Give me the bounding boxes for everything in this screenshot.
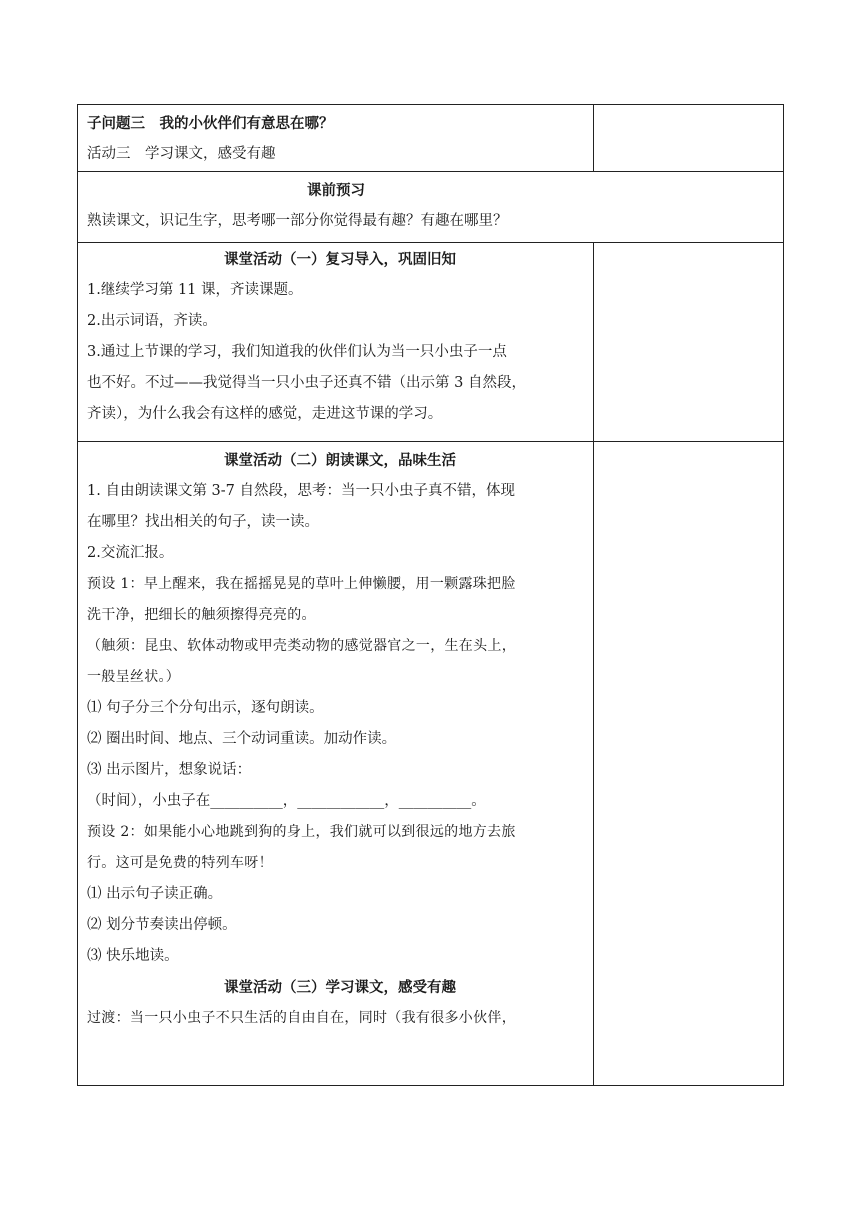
activity-2-line: 行。这可是免费的特列车呀！ [87,855,273,871]
row-sub-question [78,105,784,172]
activity-1-line: 也不好。不过——我觉得当一只小虫子还真不错（出示第 3 自然段， [87,375,526,391]
activity-3-line: 过渡：当一只小虫子不只生活的自由自在，同时（我有很多小伙伴， [87,1010,516,1026]
activity-2-line: ⑶ 快乐地读。 [87,948,179,964]
activity-2-line: 洗干净，把细长的触须擦得亮亮的。 [87,607,316,623]
activity-1-line: 1.继续学习第 11 课，齐读课题。 [87,282,303,298]
preview-text: 熟读课文，识记生字，思考哪一部分你觉得最有趣？有趣在哪里？ [87,213,508,229]
side-notes-cell [594,243,784,442]
activity-2-line: 2.交流汇报。 [87,545,174,561]
activity-2-cell [78,442,594,1086]
preview-cell [78,172,784,243]
activity-2-line: ⑵ 划分节奏读出停顿。 [87,917,237,933]
activity-1-line: 齐读），为什么我会有这样的感觉，走进这节课的学习。 [87,406,443,422]
activity-2-line: 预设 2：如果能小心地跳到狗的身上，我们就可以到很远的地方去旅 [87,824,516,840]
activity-2-line: ⑴ 句子分三个分句出示，逐句朗读。 [87,700,324,716]
side-notes-cell [594,442,784,1086]
main-cell [78,105,594,172]
row-preview [78,172,784,243]
activity-2-line: 1. 自由朗读课文第 3-7 自然段，思考：当一只小虫子真不错，体现 [87,483,516,499]
lesson-plan-table [77,104,784,1086]
activity-2-line: 在哪里？找出相关的句子，读一读。 [87,514,319,530]
activity-title: 活动三 学习课文，感受有趣 [87,146,276,162]
sub-question-title: 子问题三 我的小伙伴们有意思在哪？ [87,115,334,132]
activity-3-heading: 课堂活动（三）学习课文，感受有趣 [224,979,456,996]
fill-in-line: （时间），小虫子在__________，____________，__________。 [87,793,486,809]
activity-2-line: 预设 1：早上醒来，我在摇摇晃晃的草叶上伸懒腰，用一颗露珠把脸 [87,576,516,592]
activity-2-line: ⑶ 出示图片，想象说话： [87,762,252,778]
activity-1-line: 2.出示词语，齐读。 [87,313,217,329]
activity-2-line: 一般呈丝状。） [87,669,181,685]
preview-heading: 课前预习 [307,182,365,199]
activity-2-line: ⑵ 圈出时间、地点、三个动词重读。加动作读。 [87,731,397,747]
activity-1-cell [78,243,594,442]
side-notes-cell [594,105,784,172]
activity-2-heading: 课堂活动（二）朗读课文，品味生活 [224,452,456,469]
activity-2-line: （触须：昆虫、软体动物或甲壳类动物的感觉器官之一，生在头上， [87,638,516,654]
row-activity-2-3 [78,442,784,1086]
activity-2-line: ⑴ 出示句子读正确。 [87,886,223,902]
activity-1-heading: 课堂活动（一）复习导入，巩固旧知 [224,251,456,268]
row-activity-1 [78,243,784,442]
activity-1-line: 3.通过上节课的学习，我们知道我的伙伴们认为当一只小虫子一点 [87,344,507,360]
